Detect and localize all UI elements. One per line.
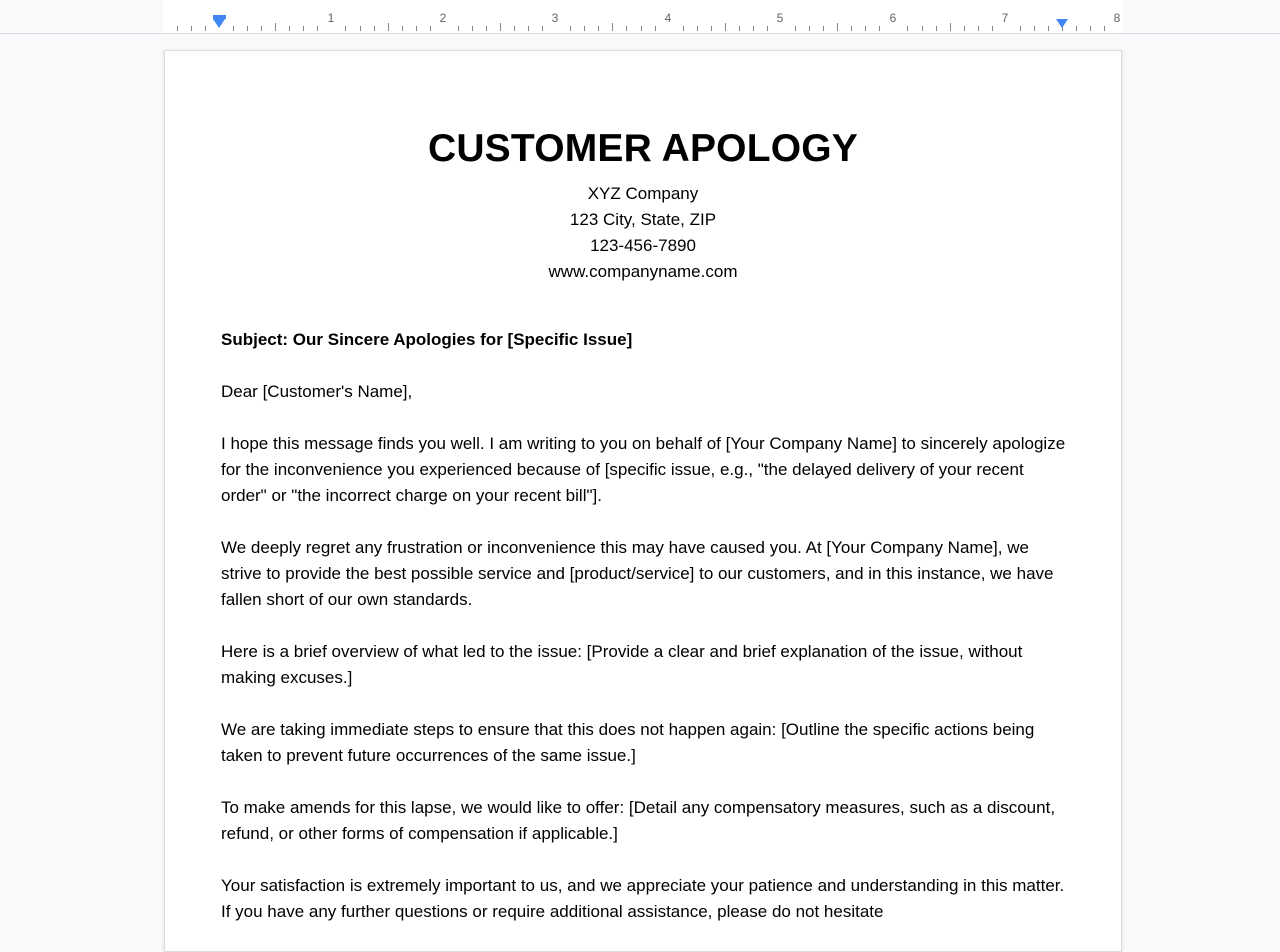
ruler-tick (402, 26, 403, 31)
left-indent-handle[interactable] (213, 19, 225, 28)
ruler-tick (388, 23, 389, 31)
ruler-tick (416, 26, 417, 31)
ruler-tick (1076, 26, 1077, 31)
ruler-tick (964, 26, 965, 31)
ruler-tick (584, 26, 585, 31)
ruler-tick (275, 23, 276, 31)
ruler-tick (542, 26, 543, 31)
ruler-tick (907, 26, 908, 31)
greeting: Dear [Customer's Name], (221, 382, 413, 401)
ruler-tick (570, 26, 571, 31)
company-name: XYZ Company (587, 184, 699, 203)
paragraph: We deeply regret any frustration or inconvenience this may have caused you. At [Your Company Name], we strive to provide the best possible service and [product/service] to our customers, and in this instance, we have fallen short of our own standards. (221, 538, 1054, 609)
ruler-tick (795, 26, 796, 31)
ruler-tick (837, 23, 838, 31)
right-indent-handle[interactable] (1056, 19, 1068, 28)
subject-line: Subject: Our Sincere Apologies for [Specific Issue] (221, 330, 633, 349)
ruler-tick (711, 26, 712, 31)
ruler-tick (374, 26, 375, 31)
ruler-tick (767, 26, 768, 31)
ruler-tick (191, 26, 192, 31)
ruler-tick (345, 26, 346, 31)
ruler-number-3: 3 (551, 11, 559, 25)
ruler-tick (626, 26, 627, 31)
ruler-tick (1090, 26, 1091, 31)
ruler-number-8: 8 (1113, 11, 1121, 25)
ruler-tick (598, 26, 599, 31)
ruler-tick (978, 26, 979, 31)
paragraph: Here is a brief overview of what led to the issue: [Provide a clear and brief explanation of the issue, without making excuses.] (221, 642, 1023, 687)
ruler-number-1: 1 (327, 11, 335, 25)
ruler-tick (177, 26, 178, 31)
ruler-number-6: 6 (889, 11, 897, 25)
ruler-tick (303, 26, 304, 31)
ruler-tick (683, 26, 684, 31)
ruler-tick (725, 23, 726, 31)
company-website: www.companyname.com (548, 262, 738, 281)
ruler-number-7: 7 (1001, 11, 1009, 25)
ruler-tick (922, 26, 923, 31)
ruler-tick (1104, 26, 1105, 31)
ruler-tick (865, 26, 866, 31)
ruler-tick (289, 26, 290, 31)
ruler-tick (486, 26, 487, 31)
ruler-tick (360, 26, 361, 31)
company-phone: 123-456-7890 (590, 236, 696, 255)
ruler-tick (697, 26, 698, 31)
paragraph: I hope this message finds you well. I am writing to you on behalf of [Your Company Name] to sincerely apologize for the inconvenience you experienced because of [specific issue, e.g., "the delayed delivery of your recent order" or "the incorrect charge on your recent bill"]. (221, 434, 1066, 505)
ruler-tick (430, 26, 431, 31)
paragraph: Your satisfaction is extremely important to us, and we appreciate your patience and understanding in this matter. If you have any further questions or require additional assistance, please do not hesitate (221, 876, 1065, 921)
ruler-tick (655, 26, 656, 31)
ruler-tick (1034, 26, 1035, 31)
letter-body (221, 327, 1069, 951)
ruler-tick (1048, 26, 1049, 31)
ruler-tick (809, 26, 810, 31)
company-header (165, 181, 1121, 285)
ruler-tick (823, 26, 824, 31)
ruler-strip (163, 0, 1123, 33)
ruler-tick (205, 26, 206, 31)
company-address: 123 City, State, ZIP (569, 210, 717, 229)
ruler-tick (233, 26, 234, 31)
ruler-tick (1020, 26, 1021, 31)
ruler-number-2: 2 (439, 11, 447, 25)
ruler-tick (992, 26, 993, 31)
ruler-tick (641, 26, 642, 31)
paragraph: To make amends for this lapse, we would like to offer: [Detail any compensatory measures, such as a discount, refund, or other forms of compensation if applicable.] (221, 798, 1056, 843)
ruler-tick (936, 26, 937, 31)
ruler-tick (261, 26, 262, 31)
horizontal-ruler[interactable] (0, 0, 1280, 34)
ruler-tick (612, 23, 613, 31)
ruler-tick (950, 23, 951, 31)
ruler-tick (753, 26, 754, 31)
document-title: CUSTOMER APOLOGY (427, 127, 859, 170)
ruler-tick (739, 26, 740, 31)
ruler-tick (514, 26, 515, 31)
ruler-tick (879, 26, 880, 31)
ruler-tick (528, 26, 529, 31)
document-page[interactable] (164, 50, 1122, 952)
ruler-number-5: 5 (776, 11, 784, 25)
ruler-tick (500, 23, 501, 31)
ruler-tick (458, 26, 459, 31)
paragraph: We are taking immediate steps to ensure that this does not happen again: [Outline the specific actions being taken to prevent future occurrences of the same issue.] (221, 720, 1035, 765)
ruler-tick (472, 26, 473, 31)
ruler-tick (317, 26, 318, 31)
ruler-tick (247, 26, 248, 31)
ruler-tick (851, 26, 852, 31)
ruler-number-4: 4 (664, 11, 672, 25)
